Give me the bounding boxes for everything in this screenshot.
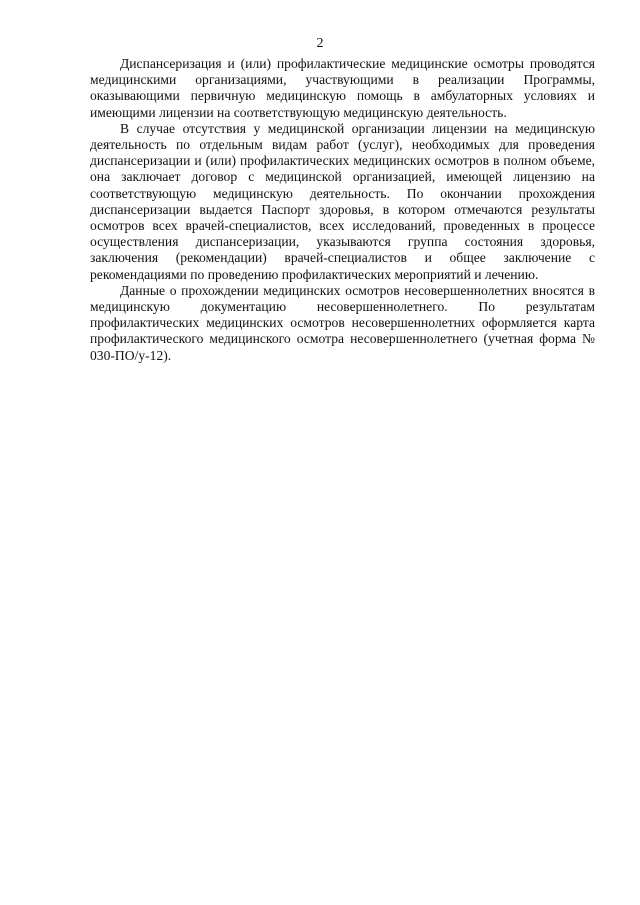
paragraph-license-absence: В случае отсутствия у медицинской организации лицензии на медицинскую деятельность по отдельным видам работ (услуг), необходимых для проведения диспансеризации и (или) профилактических медицинских осмотров в полном объеме, она заключает договор с медицинской организацией, имеющей лицензию на соответствующую медицинскую деятельность. По окончании прохождения диспансеризации выдается Паспорт здоровья, в котором отмечаются результаты осмотров всех врачей-специалистов, всех исследований, проведенных в процессе осуществления диспансеризации, указываются группа состояния здоровья, заключения (рекомендации) врачей-специалистов и общее заключение с рекомендациями по проведению профилактических мероприятий и лечению.	[90, 120, 595, 282]
paragraph-clinical-exam-providers: Диспансеризация и (или) профилактические медицинские осмотры проводятся медицинскими организациями, участвующими в реализации Программы, оказывающими первичную медицинскую помощь в амбулаторных условиях и имеющими лицензии на соответствующую медицинскую деятельность.	[90, 56, 595, 120]
page-number: 2	[316, 36, 324, 51]
document-body	[90, 56, 595, 364]
paragraph-minors-exam-records: Данные о прохождении медицинских осмотров несовершеннолетних вносятся в медицинскую документацию несовершеннолетнего. По результатам профилактических медицинских осмотров несовершеннолетних оформляется карта профилактического медицинского осмотра несовершеннолетнего (учетная форма № 030-ПО/у-12).	[90, 282, 595, 363]
